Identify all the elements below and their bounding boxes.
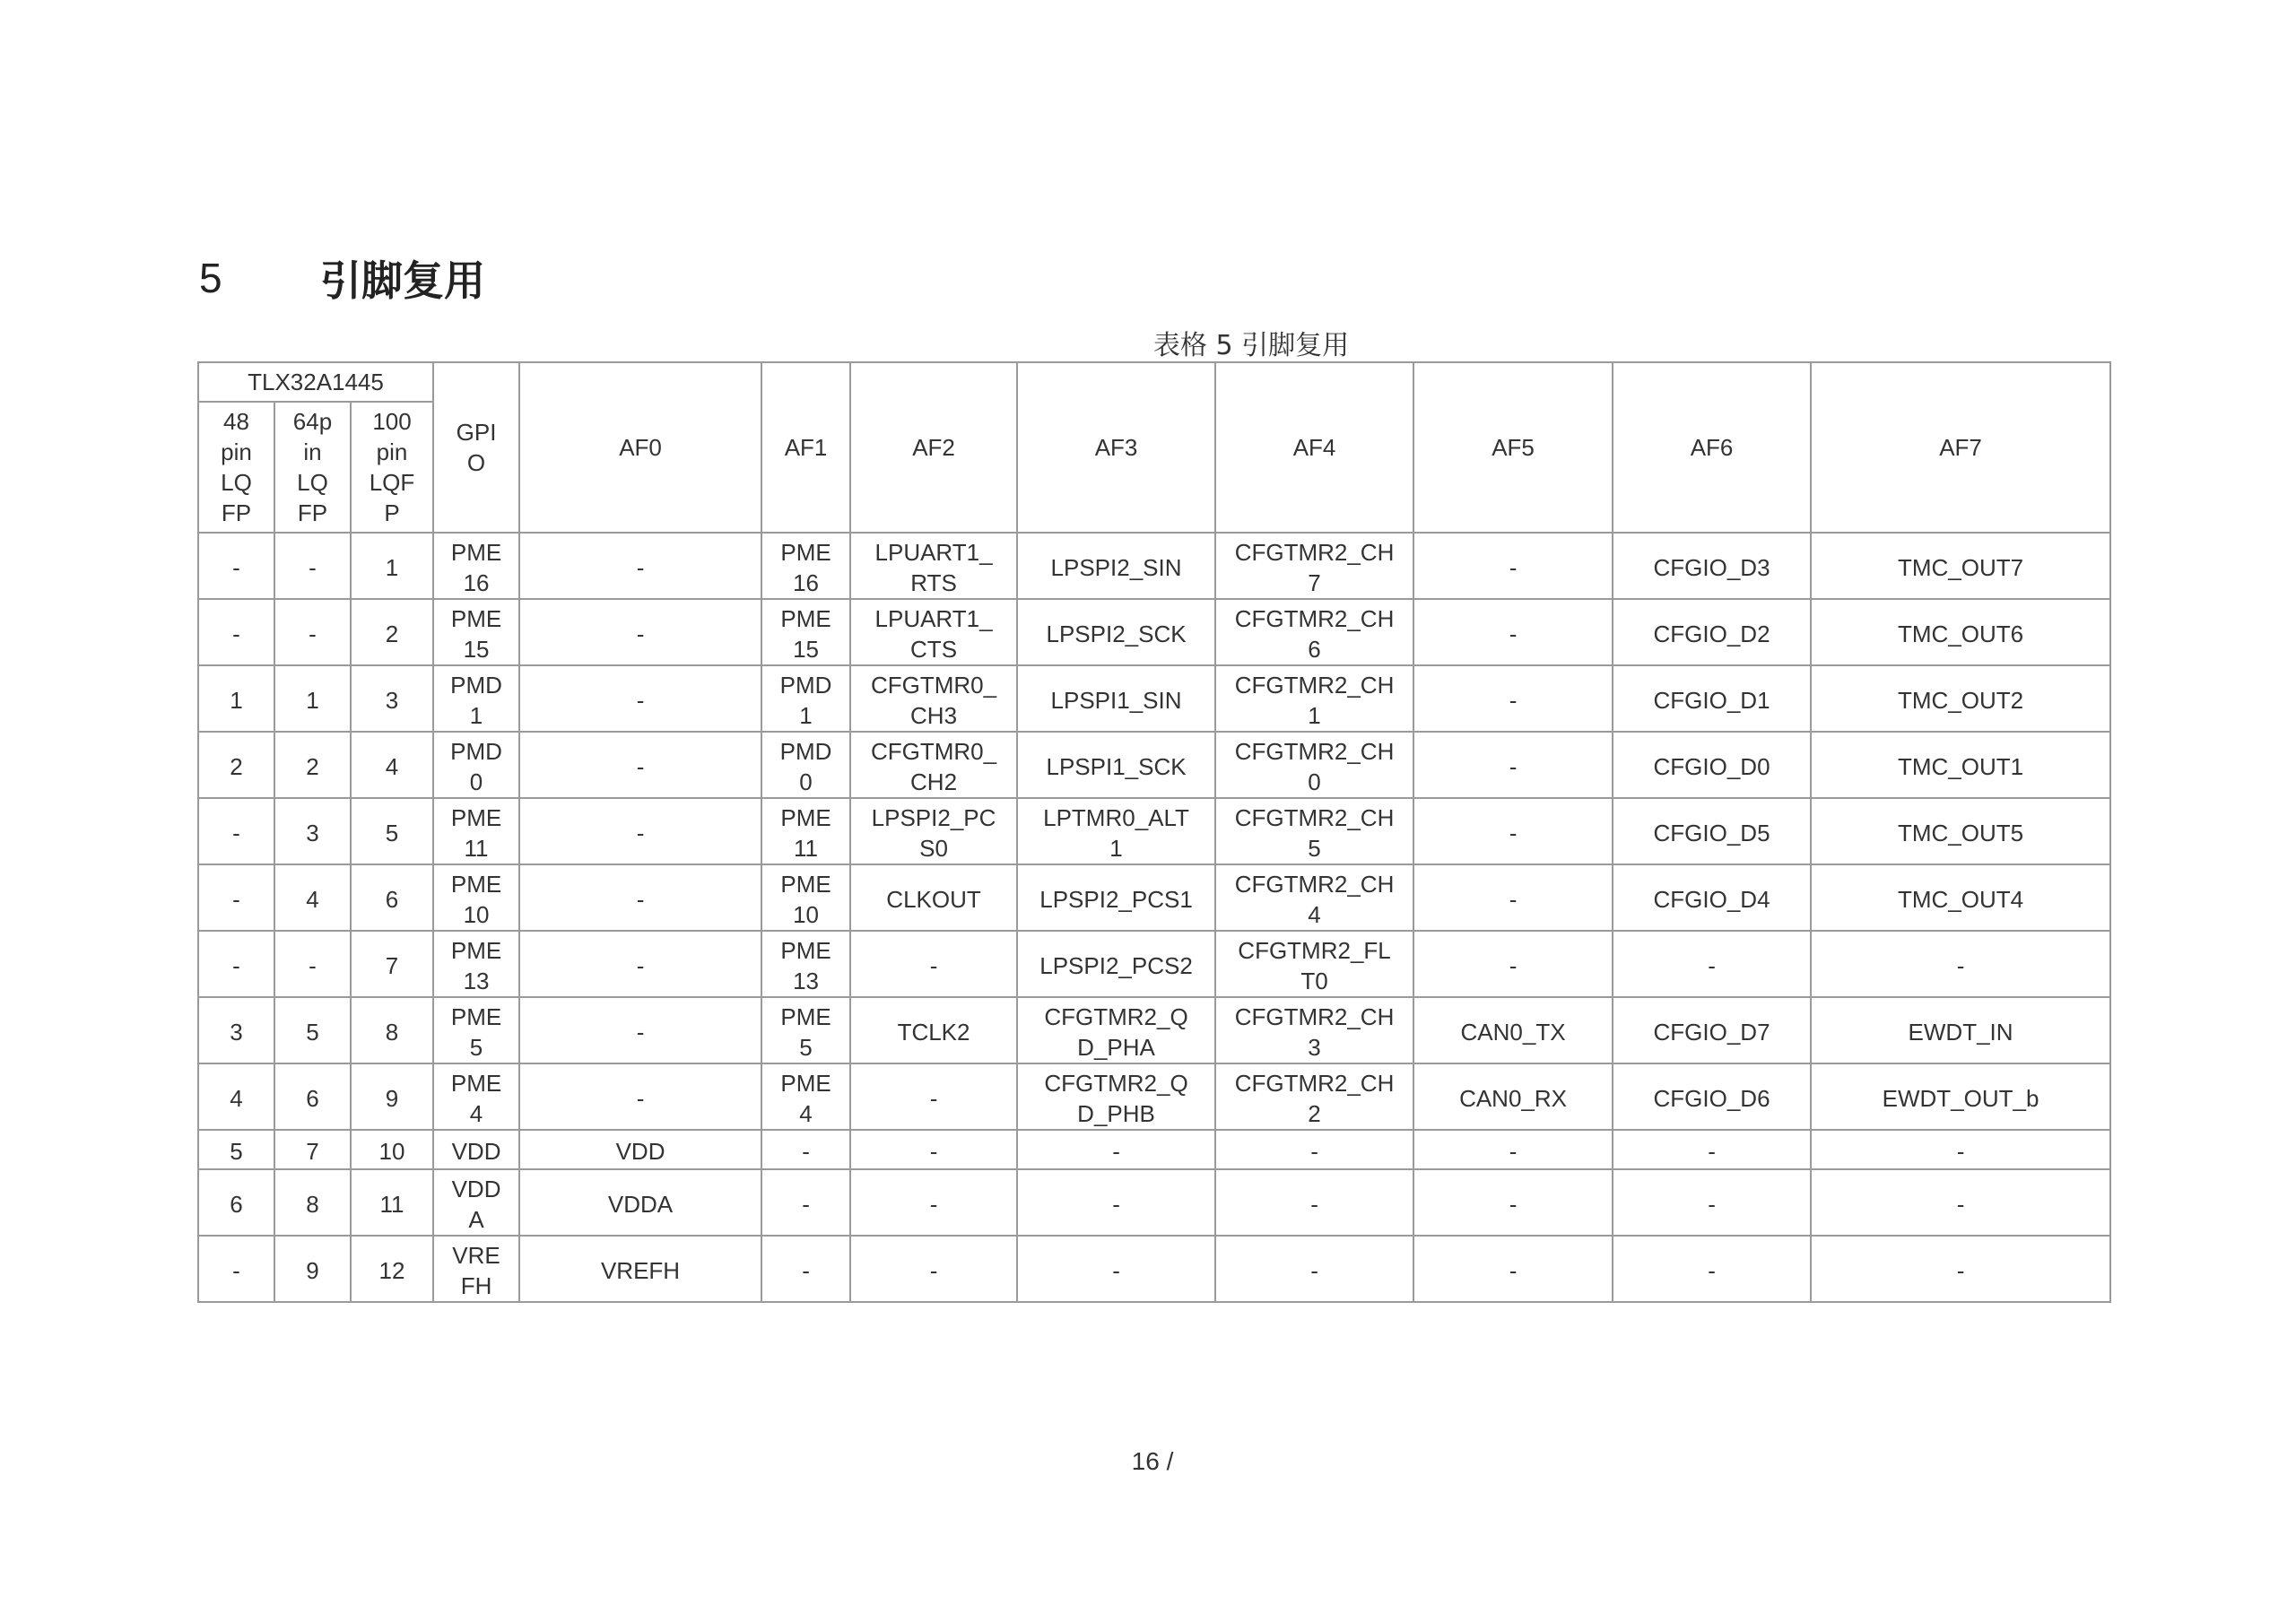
cell-af3: CFGTMR2_Q D_PHB [1017, 1063, 1215, 1130]
cell-64pin: - [274, 533, 351, 599]
cell-af5: - [1413, 1130, 1613, 1169]
cell-af7: EWDT_IN [1811, 997, 2110, 1063]
cell-100pin: 7 [351, 931, 433, 997]
cell-64pin: 6 [274, 1063, 351, 1130]
cell-100pin: 5 [351, 798, 433, 864]
cell-af7: - [1811, 1169, 2110, 1236]
cell-gpio: PME 4 [433, 1063, 519, 1130]
cell-af4: CFGTMR2_CH 3 [1215, 997, 1413, 1063]
cell-gpio: PME 11 [433, 798, 519, 864]
header-af6: AF6 [1613, 362, 1811, 533]
cell-64pin: - [274, 931, 351, 997]
header-48pin: 48 pin LQ FP [198, 402, 274, 533]
cell-af5: - [1413, 665, 1613, 732]
table-row [198, 798, 2110, 864]
cell-48pin: 2 [198, 732, 274, 798]
cell-af0: - [519, 798, 761, 864]
cell-af6: - [1613, 1236, 1811, 1302]
cell-af4: CFGTMR2_CH 6 [1215, 599, 1413, 665]
table-row [198, 599, 2110, 665]
header-af4: AF4 [1215, 362, 1413, 533]
cell-af6: CFGIO_D1 [1613, 665, 1811, 732]
cell-af0: - [519, 665, 761, 732]
cell-af2: - [850, 1236, 1017, 1302]
cell-gpio: VRE FH [433, 1236, 519, 1302]
cell-af3: LPSPI2_PCS1 [1017, 864, 1215, 931]
cell-af6: - [1613, 931, 1811, 997]
cell-100pin: 8 [351, 997, 433, 1063]
cell-64pin: 4 [274, 864, 351, 931]
cell-100pin: 4 [351, 732, 433, 798]
cell-af3: - [1017, 1236, 1215, 1302]
cell-af7: - [1811, 931, 2110, 997]
cell-af3: LPSPI2_SCK [1017, 599, 1215, 665]
cell-af7: TMC_OUT7 [1811, 533, 2110, 599]
page-number: 16 / [1131, 1447, 1174, 1475]
cell-af5: - [1413, 599, 1613, 665]
cell-af3: LPSPI2_SIN [1017, 533, 1215, 599]
cell-af6: CFGIO_D6 [1613, 1063, 1811, 1130]
cell-af4: CFGTMR2_CH 0 [1215, 732, 1413, 798]
cell-af1: PME 15 [761, 599, 850, 665]
cell-100pin: 11 [351, 1169, 433, 1236]
cell-af0: VREFH [519, 1236, 761, 1302]
cell-gpio: VDD [433, 1130, 519, 1169]
cell-af3: - [1017, 1169, 1215, 1236]
cell-af2: TCLK2 [850, 997, 1017, 1063]
header-gpio: GPI O [433, 362, 519, 533]
table-row [198, 1130, 2110, 1169]
cell-af0: - [519, 997, 761, 1063]
cell-48pin: - [198, 798, 274, 864]
cell-af5: - [1413, 1169, 1613, 1236]
header-af7: AF7 [1811, 362, 2110, 533]
cell-48pin: 4 [198, 1063, 274, 1130]
cell-af5: - [1413, 864, 1613, 931]
cell-af0: - [519, 931, 761, 997]
cell-af6: - [1613, 1169, 1811, 1236]
cell-af4: CFGTMR2_CH 7 [1215, 533, 1413, 599]
cell-gpio: PME 15 [433, 599, 519, 665]
cell-af6: CFGIO_D2 [1613, 599, 1811, 665]
cell-af4: CFGTMR2_CH 2 [1215, 1063, 1413, 1130]
cell-af6: CFGIO_D7 [1613, 997, 1811, 1063]
header-af1: AF1 [761, 362, 850, 533]
cell-af4: CFGTMR2_CH 5 [1215, 798, 1413, 864]
cell-af1: PMD 1 [761, 665, 850, 732]
cell-af1: - [761, 1236, 850, 1302]
cell-af5: - [1413, 533, 1613, 599]
header-100pin: 100 pin LQF P [351, 402, 433, 533]
header-64pin: 64p in LQ FP [274, 402, 351, 533]
cell-gpio: PMD 1 [433, 665, 519, 732]
cell-af4: CFGTMR2_CH 1 [1215, 665, 1413, 732]
cell-af4: CFGTMR2_CH 4 [1215, 864, 1413, 931]
cell-64pin: 2 [274, 732, 351, 798]
cell-af7: TMC_OUT2 [1811, 665, 2110, 732]
cell-af7: TMC_OUT4 [1811, 864, 2110, 931]
cell-64pin: - [274, 599, 351, 665]
cell-af2: - [850, 1169, 1017, 1236]
table-row [198, 864, 2110, 931]
cell-af7: TMC_OUT6 [1811, 599, 2110, 665]
cell-48pin: 1 [198, 665, 274, 732]
cell-gpio: PME 5 [433, 997, 519, 1063]
cell-64pin: 9 [274, 1236, 351, 1302]
cell-af1: - [761, 1169, 850, 1236]
cell-af1: PME 11 [761, 798, 850, 864]
cell-af6: CFGIO_D0 [1613, 732, 1811, 798]
cell-af2: - [850, 931, 1017, 997]
cell-af6: CFGIO_D5 [1613, 798, 1811, 864]
table-row [198, 533, 2110, 599]
table-row [198, 1236, 2110, 1302]
cell-af7: - [1811, 1130, 2110, 1169]
table-row [198, 1063, 2110, 1130]
cell-af2: LPUART1_ RTS [850, 533, 1017, 599]
cell-af1: PME 5 [761, 997, 850, 1063]
cell-af2: CLKOUT [850, 864, 1017, 931]
cell-af3: - [1017, 1130, 1215, 1169]
cell-64pin: 8 [274, 1169, 351, 1236]
cell-af5: - [1413, 1236, 1613, 1302]
cell-af4: - [1215, 1169, 1413, 1236]
cell-af1: PME 4 [761, 1063, 850, 1130]
cell-af6: CFGIO_D3 [1613, 533, 1811, 599]
package-group-header: TLX32A1445 [198, 362, 433, 402]
cell-af0: VDD [519, 1130, 761, 1169]
cell-af2: CFGTMR0_ CH2 [850, 732, 1017, 798]
table-row [198, 732, 2110, 798]
section-heading [199, 251, 485, 305]
cell-af7: TMC_OUT1 [1811, 732, 2110, 798]
table-row [198, 1169, 2110, 1236]
cell-af7: EWDT_OUT_b [1811, 1063, 2110, 1130]
cell-af2: CFGTMR0_ CH3 [850, 665, 1017, 732]
table-header-row [198, 362, 2110, 402]
cell-64pin: 5 [274, 997, 351, 1063]
cell-64pin: 1 [274, 665, 351, 732]
cell-100pin: 12 [351, 1236, 433, 1302]
cell-af6: - [1613, 1130, 1811, 1169]
table-row [198, 931, 2110, 997]
cell-af2: - [850, 1130, 1017, 1169]
cell-100pin: 2 [351, 599, 433, 665]
cell-af0: - [519, 732, 761, 798]
cell-af3: LPTMR0_ALT 1 [1017, 798, 1215, 864]
cell-af5: - [1413, 732, 1613, 798]
cell-af4: - [1215, 1236, 1413, 1302]
header-af0: AF0 [519, 362, 761, 533]
cell-48pin: 5 [198, 1130, 274, 1169]
cell-af5: CAN0_RX [1413, 1063, 1613, 1130]
cell-48pin: 3 [198, 997, 274, 1063]
cell-af4: CFGTMR2_FL T0 [1215, 931, 1413, 997]
cell-48pin: - [198, 599, 274, 665]
cell-gpio: PME 10 [433, 864, 519, 931]
cell-af3: LPSPI2_PCS2 [1017, 931, 1215, 997]
cell-af2: LPSPI2_PC S0 [850, 798, 1017, 864]
cell-af6: CFGIO_D4 [1613, 864, 1811, 931]
cell-af0: - [519, 864, 761, 931]
section-title: 引脚复用 [320, 256, 485, 305]
cell-af1: - [761, 1130, 850, 1169]
cell-100pin: 3 [351, 665, 433, 732]
cell-af7: - [1811, 1236, 2110, 1302]
cell-af2: LPUART1_ CTS [850, 599, 1017, 665]
cell-af1: PME 16 [761, 533, 850, 599]
cell-af3: LPSPI1_SCK [1017, 732, 1215, 798]
cell-gpio: PME 13 [433, 931, 519, 997]
section-number: 5 [199, 255, 222, 301]
cell-af2: - [850, 1063, 1017, 1130]
cell-100pin: 10 [351, 1130, 433, 1169]
cell-48pin: 6 [198, 1169, 274, 1236]
cell-af3: CFGTMR2_Q D_PHA [1017, 997, 1215, 1063]
cell-af0: VDDA [519, 1169, 761, 1236]
table-caption: 表格 5 引脚复用 [1152, 330, 1350, 361]
cell-100pin: 6 [351, 864, 433, 931]
cell-af3: LPSPI1_SIN [1017, 665, 1215, 732]
cell-48pin: - [198, 1236, 274, 1302]
cell-48pin: - [198, 931, 274, 997]
cell-af4: - [1215, 1130, 1413, 1169]
cell-af7: TMC_OUT5 [1811, 798, 2110, 864]
cell-48pin: - [198, 864, 274, 931]
cell-100pin: 1 [351, 533, 433, 599]
cell-af0: - [519, 599, 761, 665]
cell-af1: PMD 0 [761, 732, 850, 798]
cell-af5: - [1413, 931, 1613, 997]
table-row [198, 997, 2110, 1063]
cell-af5: CAN0_TX [1413, 997, 1613, 1063]
cell-100pin: 9 [351, 1063, 433, 1130]
cell-gpio: VDD A [433, 1169, 519, 1236]
cell-64pin: 7 [274, 1130, 351, 1169]
header-af3: AF3 [1017, 362, 1215, 533]
cell-af0: - [519, 1063, 761, 1130]
cell-48pin: - [198, 533, 274, 599]
pin-mux-table [197, 361, 2111, 1303]
cell-gpio: PME 16 [433, 533, 519, 599]
cell-af1: PME 13 [761, 931, 850, 997]
cell-64pin: 3 [274, 798, 351, 864]
cell-af0: - [519, 533, 761, 599]
header-af2: AF2 [850, 362, 1017, 533]
cell-af5: - [1413, 798, 1613, 864]
table-row [198, 665, 2110, 732]
header-af5: AF5 [1413, 362, 1613, 533]
cell-gpio: PMD 0 [433, 732, 519, 798]
cell-af1: PME 10 [761, 864, 850, 931]
